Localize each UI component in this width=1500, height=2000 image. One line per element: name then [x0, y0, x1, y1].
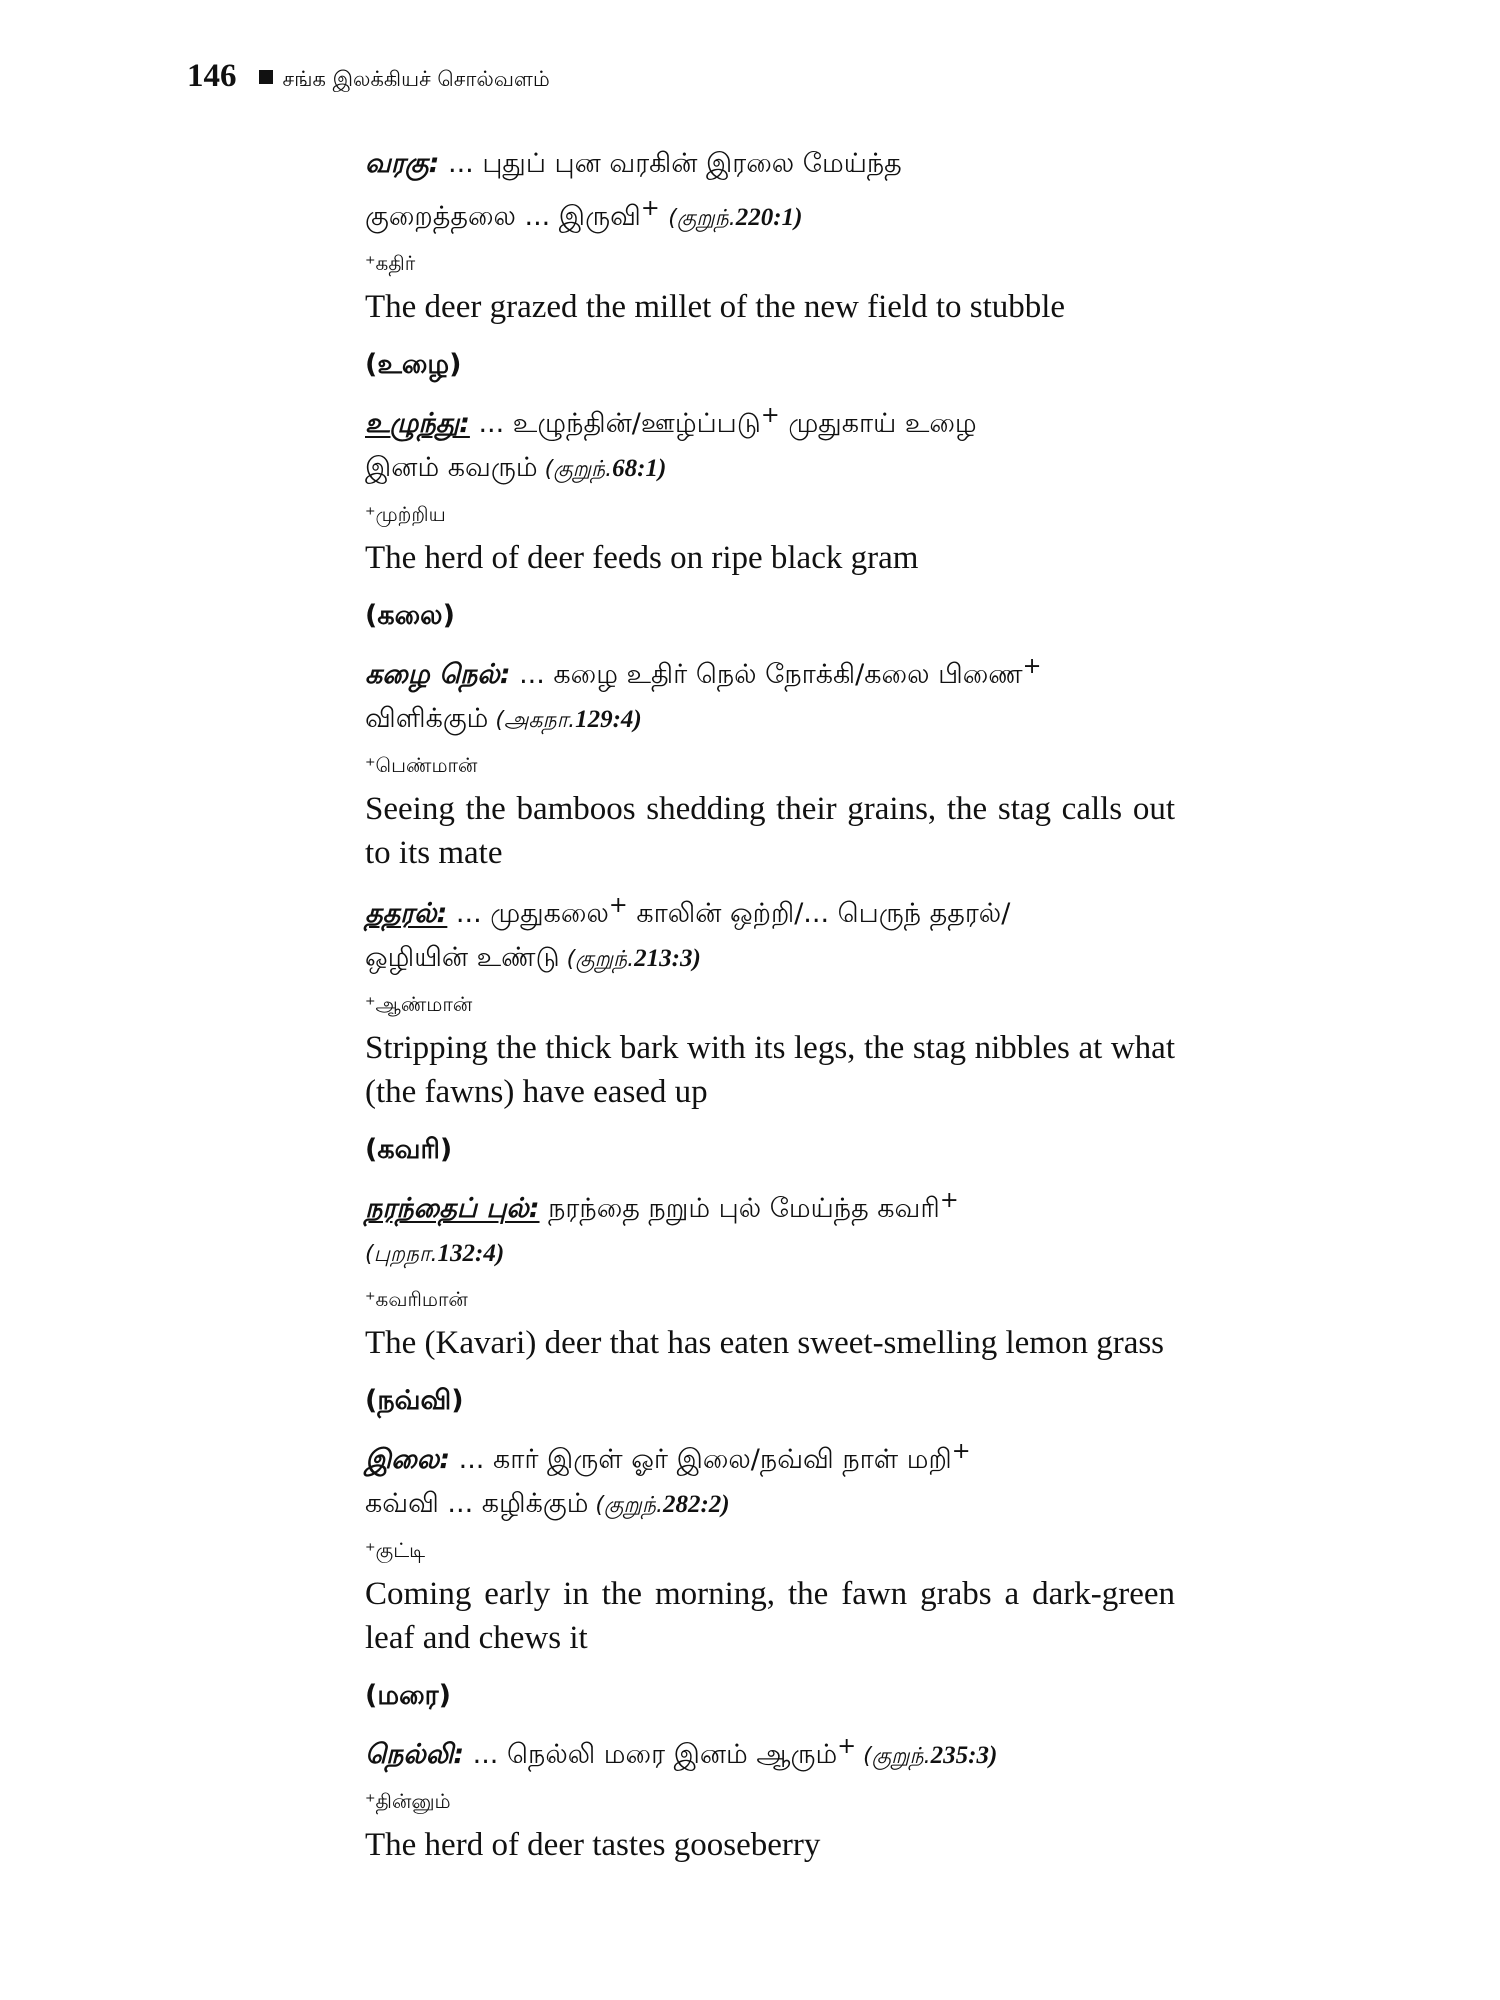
entry-kazhai-nel: [365, 644, 1175, 875]
source-reference: (குறுந்.220:1): [668, 204, 803, 231]
tamil-quote-line: [365, 697, 1175, 743]
running-header: [187, 58, 550, 95]
english-translation: Stripping the thick bark with its legs, the stag nibbles at what (the fawns) have eased up: [365, 1030, 1175, 1110]
tamil-quote-line: [365, 1482, 1175, 1528]
footnote-mark: +: [1022, 653, 1042, 679]
english-translation: The herd of deer tastes gooseberry: [365, 1827, 821, 1863]
headword: கழை நெல்:: [365, 659, 511, 690]
quote-text: குறைத்தலை ... இருவி: [365, 201, 641, 232]
footnote-mark: +: [837, 1733, 857, 1759]
quote-text: காலின் ஒற்றி/... பெருந் ததரல்/: [627, 898, 1011, 929]
tamil-quote-line: [365, 393, 1175, 446]
page-body: [365, 142, 1175, 1875]
section-heading: (மரை): [365, 1680, 451, 1711]
page-number: 146: [187, 58, 237, 94]
tamil-quote-line: [365, 883, 1175, 936]
headword: இலை:: [365, 1444, 451, 1475]
tamil-quote-line: [365, 936, 1175, 982]
gloss: ⁺கதிர்: [365, 251, 416, 275]
tamil-quote-line: [365, 1178, 1175, 1231]
quote-text: ... கார் இருள் ஓர் இலை/நவ்வி நாள் மறி: [450, 1444, 952, 1475]
entry-nelli: [365, 1724, 1175, 1867]
quote-text: ஒழியின் உண்டு: [365, 942, 560, 973]
entry-thatharal: [365, 883, 1175, 1114]
english-translation: The (Kavari) deer that has eaten sweet-smelling lemon grass: [365, 1325, 1165, 1361]
quote-text: இனம் கவரும்: [365, 452, 538, 483]
source-reference: (குறுந்.235:3): [856, 1742, 998, 1769]
book-title: சங்க இலக்கியச் சொல்வளம்: [282, 67, 550, 91]
english-translation: Seeing the bamboos shedding their grains, the stag calls out to its mate: [365, 791, 1175, 871]
source-reference: (புறநா.132:4): [365, 1240, 505, 1267]
quote-text: ... நெல்லி மரை இனம் ஆரும்: [464, 1739, 838, 1770]
gloss: ⁺முற்றிய: [365, 502, 446, 526]
source-reference: (அகநா.129:4): [488, 706, 642, 733]
source-reference: (குறுந்.282:2): [588, 1491, 730, 1518]
gloss: ⁺கவரிமான்: [365, 1287, 468, 1311]
tamil-quote-line: [365, 446, 1175, 492]
english-translation: Coming early in the morning, the fawn grabs a dark-green leaf and chews it: [365, 1576, 1175, 1656]
entry-ilai: [365, 1429, 1175, 1660]
quote-text: கவ்வி ... கழிக்கும்: [365, 1488, 589, 1519]
section-heading: (நவ்வி): [365, 1385, 464, 1416]
footnote-mark: +: [608, 892, 628, 918]
quote-text: ... முதுகலை: [447, 898, 609, 929]
quote-text: ... புதுப் புன வரகின் இரலை மேய்ந்த: [439, 148, 902, 179]
square-bullet-icon: [259, 70, 273, 84]
tamil-quote-line: [365, 1724, 1175, 1779]
headword: ததரல்:: [365, 898, 448, 929]
headword: நரந்தைப் புல்:: [365, 1193, 540, 1224]
quote-text: ... கழை உதிர் நெல் நோக்கி/கலை பிணை: [510, 659, 1023, 690]
gloss: ⁺பெண்மான்: [365, 753, 478, 777]
gloss: ⁺தின்னும்: [365, 1789, 451, 1813]
section-heading: (கவரி): [365, 1134, 453, 1165]
english-translation: The deer grazed the millet of the new field to stubble: [365, 289, 1066, 325]
gloss: ⁺ஆண்மான்: [365, 992, 473, 1016]
tamil-quote-line: [365, 142, 1175, 186]
quote-text: விளிக்கும்: [365, 703, 489, 734]
quote-text: நரந்தை நறும் புல் மேய்ந்த கவரி: [539, 1193, 940, 1224]
headword: வரகு:: [365, 148, 440, 179]
footnote-mark: +: [939, 1187, 959, 1213]
source-reference: (குறுந்.68:1): [537, 455, 667, 482]
section-heading: (உழை): [365, 349, 462, 380]
quote-text: முதுகாய் உழை: [779, 408, 977, 439]
tamil-quote-line: [365, 1231, 1175, 1277]
footnote-mark: +: [640, 195, 660, 221]
english-translation: The herd of deer feeds on ripe black gram: [365, 540, 919, 576]
gloss: ⁺குட்டி: [365, 1538, 426, 1562]
footnote-mark: +: [760, 402, 780, 428]
tamil-quote-line: [365, 186, 1175, 241]
headword: உழுந்து:: [365, 408, 470, 439]
section-heading: (கலை): [365, 600, 455, 631]
entry-varagu: [365, 142, 1175, 329]
footnote-mark: +: [951, 1438, 971, 1464]
entry-uzhunthu: [365, 393, 1175, 580]
tamil-quote-line: [365, 644, 1175, 697]
quote-text: ... உழுந்தின்/ஊழ்ப்படு: [469, 408, 761, 439]
source-reference: (குறுந்.213:3): [559, 945, 701, 972]
headword: நெல்லி:: [365, 1739, 465, 1770]
entry-naranthai-pul: [365, 1178, 1175, 1365]
tamil-quote-line: [365, 1429, 1175, 1482]
